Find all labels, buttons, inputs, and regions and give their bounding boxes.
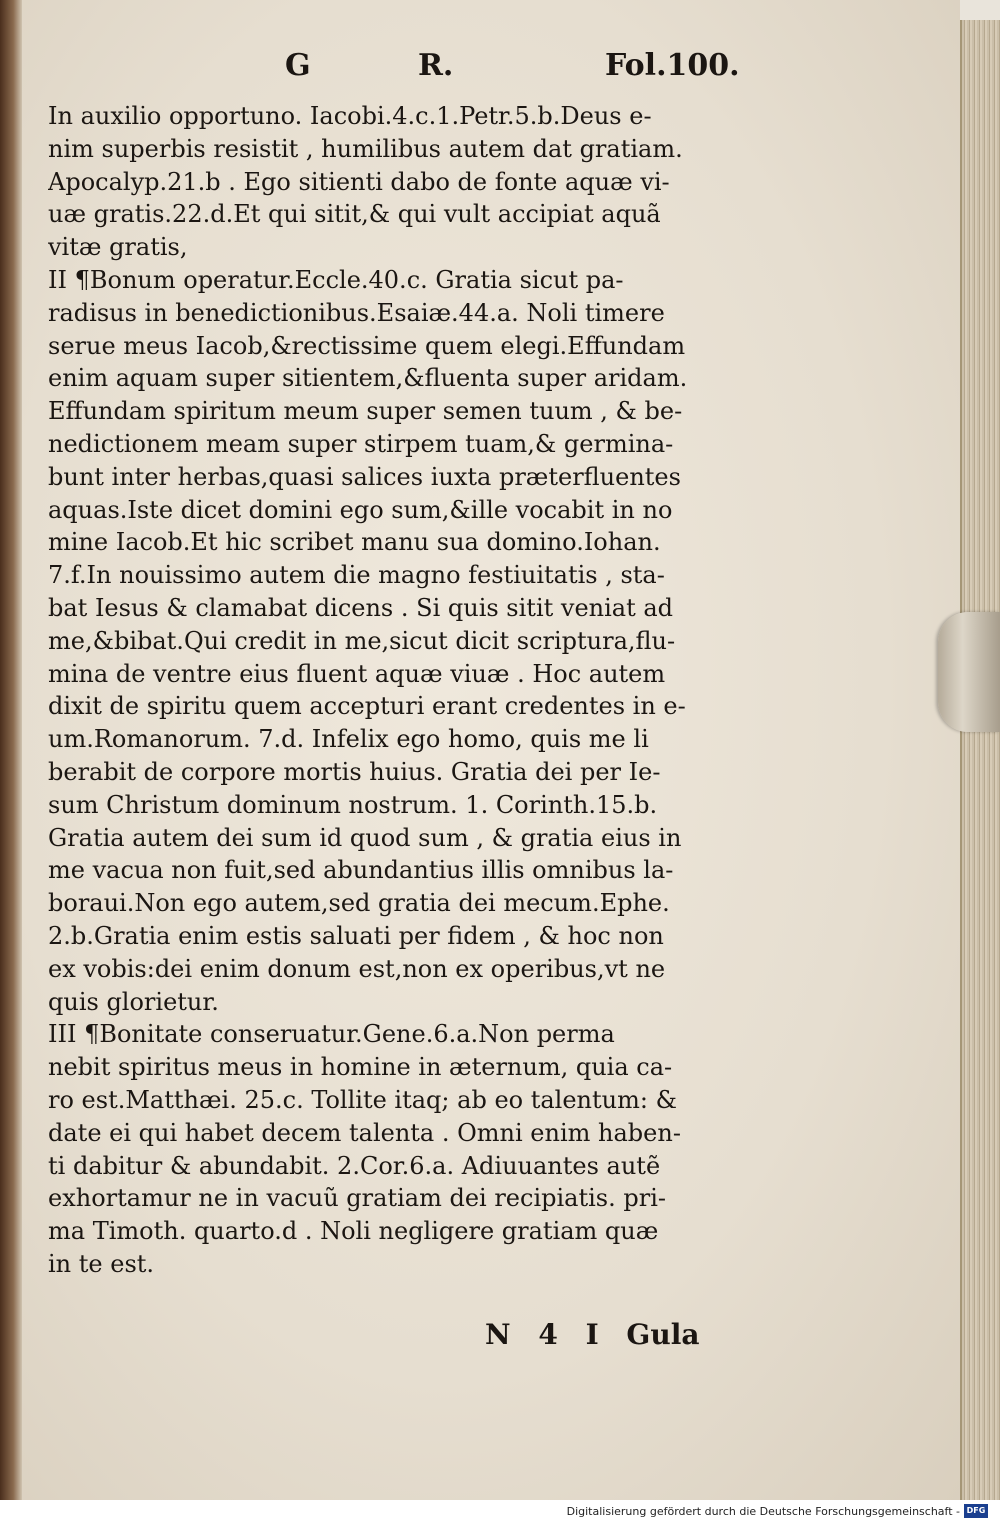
header-letter-left: G xyxy=(285,48,311,83)
text-line: um.Romanorum. 7.d. Infelix ego homo, quis me li xyxy=(48,725,649,754)
text-line: serue meus Iacob,&rectissime quem elegi.Effundam xyxy=(48,331,686,360)
text-line: dixit de spiritu quem accepturi erant credentes in e- xyxy=(48,692,686,721)
text-line: aquas.Iste dicet domini ego sum,&ille vocabit in no xyxy=(48,495,673,524)
text-line: Gratia autem dei sum id quod sum , & gratia eius in xyxy=(48,823,682,852)
text-line: radisus in benedictionibus.Esaiæ.44.a. Noli timere xyxy=(48,298,665,327)
text-line: ti dabitur & abundabit. 2.Cor.6.a. Adiuuantes autẽ xyxy=(48,1151,661,1180)
body-text xyxy=(48,100,788,1281)
signature-mark: N 4 I Gula xyxy=(485,1318,700,1351)
book-clasp xyxy=(938,612,1000,732)
header-letter-middle: R. xyxy=(418,48,454,83)
text-line: mina de ventre eius fluent aquæ viuæ . Hoc autem xyxy=(48,659,666,688)
text-line: mine Iacob.Et hic scribet manu sua domino.Iohan. xyxy=(48,528,661,557)
text-line: boraui.Non ego autem,sed gratia dei mecum.Ephe. xyxy=(48,889,670,918)
text-line: Effundam spiritum meum super semen tuum , & be- xyxy=(48,397,683,426)
text-line: bunt inter herbas,quasi salices iuxta præterfluentes xyxy=(48,462,681,491)
text-line: nim superbis resistit , humilibus autem dat gratiam. xyxy=(48,134,683,163)
binding-edge xyxy=(0,0,22,1500)
text-line: Apocalyp.21.b . Ego sitienti dabo de fonte aquæ vi- xyxy=(48,167,670,196)
text-line: sum Christum dominum nostrum. 1. Corinth.15.b. xyxy=(48,790,658,819)
text-line: berabit de corpore mortis huius. Gratia dei per Ie- xyxy=(48,757,661,786)
text-line: nebit spiritus meus in homine in æternum, quia ca- xyxy=(48,1053,673,1082)
funding-credit: Digitalisierung gefördert durch die Deutsche Forschungsgemeinschaft - xyxy=(566,1505,960,1518)
text-line: uæ gratis.22.d.Et qui sitit,& qui vult accipiat aquã xyxy=(48,200,661,229)
text-line: enim aquam super sitientem,&fluenta super aridam. xyxy=(48,364,688,393)
text-line: date ei qui habet decem talenta . Omni enim haben- xyxy=(48,1118,681,1147)
running-header xyxy=(0,48,1000,98)
text-line: ro est.Matthæi. 25.c. Tollite itaq; ab eo talentum: & xyxy=(48,1085,677,1114)
dfg-logo: DFG xyxy=(964,1504,988,1518)
text-line: ma Timoth. quarto.d . Noli negligere gratiam quæ xyxy=(48,1217,659,1246)
text-line: vitæ gratis, xyxy=(48,233,188,262)
text-line: quis glorietur. xyxy=(48,987,219,1016)
text-line: nedictionem meam super stirpem tuam,& germina- xyxy=(48,429,674,458)
text-line: in te est. xyxy=(48,1249,155,1278)
page-fore-edge xyxy=(960,20,1000,1500)
text-line: 7.f.In nouissimo autem die magno festiuitatis , sta- xyxy=(48,561,665,590)
text-line: ex vobis:dei enim donum est,non ex operibus,vt ne xyxy=(48,954,666,983)
text-line: exhortamur ne in vacuũ gratiam dei recipiatis. pri- xyxy=(48,1184,666,1213)
text-line: me vacua non fuit,sed abundantius illis omnibus la- xyxy=(48,856,674,885)
text-line: me,&bibat.Qui credit in me,sicut dicit scriptura,flu- xyxy=(48,626,676,655)
text-line: III ¶Bonitate conseruatur.Gene.6.a.Non perma xyxy=(48,1020,615,1049)
text-line: In auxilio opportuno. Iacobi.4.c.1.Petr.5.b.Deus e- xyxy=(48,102,652,130)
text-line: 2.b.Gratia enim estis saluati per fidem , & hoc non xyxy=(48,921,664,950)
text-line: II ¶Bonum operatur.Eccle.40.c. Gratia sicut pa- xyxy=(48,265,624,294)
folio-number: Fol.100. xyxy=(605,48,740,83)
text-line: bat Iesus & clamabat dicens . Si quis sitit veniat ad xyxy=(48,593,674,622)
